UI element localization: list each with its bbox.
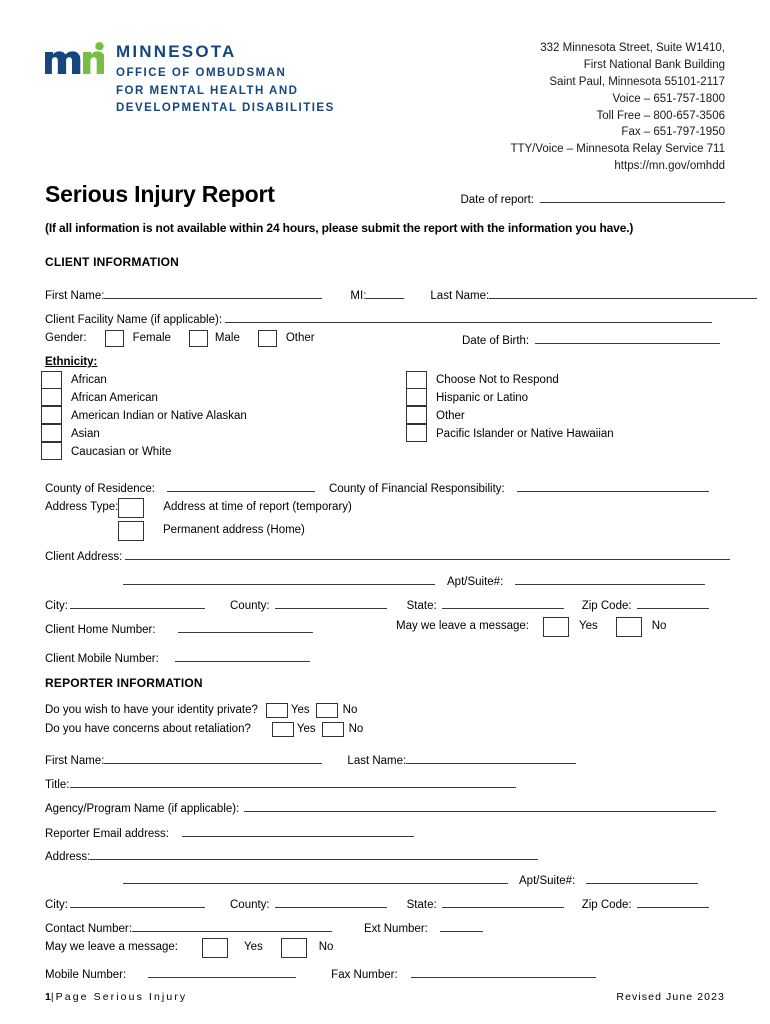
reporter-address-row (45, 849, 538, 864)
phone-fax: Fax – 651-797-1950 (621, 126, 725, 139)
address-type-label: Address Type: (45, 501, 119, 514)
reporter-city-label: City: (45, 899, 68, 911)
client-home-number-input[interactable] (178, 622, 313, 633)
client-address-line2-row (123, 574, 705, 589)
client-first-name-label: First Name: (45, 290, 105, 302)
client-facility-input[interactable] (225, 312, 712, 323)
phone-toll-free: Toll Free – 800-657-3506 (596, 109, 725, 122)
reporter-leave-message-checkbox-no[interactable] (281, 938, 307, 958)
gender-checkbox-female[interactable] (105, 330, 124, 347)
client-city-state-row (45, 598, 709, 613)
address-type-row-2 (118, 521, 305, 541)
client-apt-suite-label: Apt/Suite#: (447, 576, 504, 588)
reporter-email-label: Reporter Email address: (45, 828, 169, 840)
client-city-input[interactable] (70, 598, 205, 609)
reporter-ext-number-label: Ext Number: (363, 923, 428, 935)
agency-logo-text (116, 43, 335, 118)
footer-left (45, 991, 187, 1003)
address-type-checkbox-permanent[interactable] (118, 521, 144, 541)
client-leave-message-yes-label: Yes (578, 620, 598, 633)
client-mi-label: MI: (350, 290, 367, 302)
ethnicity-label: Ethnicity: (45, 356, 98, 368)
reporter-agency-label: Agency/Program Name (if applicable): (45, 803, 240, 815)
ethnicity-checkbox-african-american[interactable] (41, 388, 62, 406)
reporter-title-label: Title: (45, 779, 70, 791)
client-county-label: County: (230, 600, 270, 612)
client-first-name-input[interactable] (104, 288, 322, 299)
client-leave-message-row (396, 617, 666, 637)
dob-input[interactable] (535, 333, 720, 344)
reporter-zip-input[interactable] (637, 897, 709, 908)
client-address-input[interactable] (125, 549, 730, 560)
client-facility-label: Client Facility Name (if applicable): (45, 314, 223, 326)
reporter-fax-number-input[interactable] (411, 967, 596, 978)
reporter-county-label: County: (230, 899, 270, 911)
client-state-label: State: (406, 600, 437, 612)
county-of-residence-label: County of Residence: (45, 483, 155, 495)
gender-label: Gender: (45, 331, 87, 344)
gender-checkbox-male[interactable] (189, 330, 208, 347)
ethnicity-label-choose-not-to-respond: Choose Not to Respond (436, 374, 559, 386)
reporter-zip-label: Zip Code: (581, 899, 632, 911)
address-type-label-permanent: Permanent address (Home) (163, 524, 305, 537)
page-header (0, 0, 770, 175)
ethnicity-label-row (45, 357, 97, 369)
reporter-last-name-label: Last Name: (347, 755, 407, 767)
reporter-fax-number-label: Fax Number: (331, 969, 398, 981)
gender-option-female-label: Female (132, 331, 171, 344)
reporter-leave-message-checkbox-yes[interactable] (202, 938, 228, 958)
dob-label: Date of Birth: (462, 335, 530, 347)
reporter-title-input[interactable] (70, 777, 516, 788)
reporter-state-input[interactable] (442, 897, 564, 908)
address-line-1: 332 Minnesota Street, Suite W1410, (540, 42, 725, 54)
reporter-address-input[interactable] (90, 849, 538, 860)
ethnicity-checkbox-hispanic-or-latino[interactable] (406, 388, 427, 406)
client-mobile-number-row (45, 651, 310, 666)
client-zip-label: Zip Code: (581, 600, 632, 612)
tty-relay-service: TTY/Voice – Minnesota Relay Service 711 (510, 143, 725, 156)
ethnicity-label-american-indian: American Indian or Native Alaskan (71, 410, 247, 422)
reporter-contact-number-label: Contact Number: (45, 923, 132, 935)
ethnicity-checkbox-other[interactable] (406, 406, 427, 424)
ethnicity-option-african[interactable] (41, 371, 247, 389)
reporter-leave-message-row (45, 938, 333, 958)
form-instructions: (If all information is not available within 24 hours, please submit the report with the information you have.) (45, 221, 634, 235)
mn-logo-icon (44, 42, 104, 76)
retaliation-concerns-label: Do you have concerns about retaliation? (45, 722, 251, 735)
client-leave-message-no-label: No (651, 620, 667, 633)
ethnicity-checkbox-pacific-islander[interactable] (406, 424, 427, 442)
address-line-2: First National Bank Building (583, 58, 725, 71)
retaliation-yes-label: Yes (296, 722, 316, 735)
ethnicity-checkbox-african[interactable] (41, 371, 62, 389)
gender-option-male-label: Male (214, 331, 240, 344)
reporter-email-input[interactable] (182, 826, 414, 837)
client-gender-row (45, 330, 315, 347)
ethnicity-right-column (406, 371, 614, 443)
date-of-report-input[interactable] (540, 192, 725, 203)
client-city-label: City: (45, 600, 68, 612)
date-of-report-field (460, 192, 725, 206)
client-information-heading: CLIENT INFORMATION (45, 255, 180, 269)
reporter-leave-message-label: May we leave a message: (45, 941, 178, 954)
client-last-name-label: Last Name: (430, 290, 490, 302)
reporter-ext-number-input[interactable] (440, 921, 483, 932)
ethnicity-label-asian: Asian (71, 428, 100, 440)
ethnicity-option-choose-not-to-respond[interactable] (406, 371, 614, 389)
ethnicity-option-caucasian[interactable] (41, 443, 247, 461)
website-url: https://mn.gov/omhdd (614, 160, 725, 173)
title-row (45, 181, 725, 211)
reporter-contact-number-row (45, 921, 483, 936)
client-name-row (45, 288, 757, 303)
ethnicity-label-other: Other (436, 410, 465, 422)
ethnicity-checkbox-caucasian[interactable] (41, 442, 62, 460)
client-mi-input[interactable] (366, 288, 404, 299)
reporter-mobile-fax-row (45, 967, 596, 982)
client-mobile-number-label: Client Mobile Number: (45, 653, 159, 665)
footer-revision-date: Revised June 2023 (616, 991, 725, 1003)
reporter-city-state-row (45, 897, 709, 912)
client-mobile-number-input[interactable] (175, 651, 310, 662)
identity-private-label: Do you wish to have your identity private? (45, 703, 258, 716)
client-county-input[interactable] (275, 598, 387, 609)
identity-private-yes-label: Yes (290, 703, 310, 716)
ethnicity-option-american-indian[interactable] (41, 407, 247, 425)
client-address-row (45, 549, 730, 564)
reporter-address-label: Address: (45, 851, 91, 863)
ethnicity-option-african-american[interactable] (41, 389, 247, 407)
ethnicity-option-hispanic-or-latino[interactable] (406, 389, 614, 407)
reporter-address-line2-row (123, 873, 698, 888)
ethnicity-checkbox-asian[interactable] (41, 424, 62, 442)
logo-line-2: FOR MENTAL HEALTH AND (116, 84, 299, 97)
address-type-row-1 (45, 498, 352, 518)
gender-checkbox-other[interactable] (258, 330, 277, 347)
identity-private-no-label: No (342, 703, 358, 716)
reporter-apt-suite-input[interactable] (586, 873, 698, 884)
client-address-line2-input[interactable] (123, 574, 435, 585)
ethnicity-label-african-american: African American (71, 392, 158, 404)
ethnicity-label-caucasian: Caucasian or White (71, 446, 172, 458)
ethnicity-option-pacific-islander[interactable] (406, 425, 614, 443)
reporter-first-name-input[interactable] (104, 753, 322, 764)
client-home-number-row (45, 622, 313, 637)
identity-private-checkbox-no[interactable] (316, 703, 338, 718)
ethnicity-option-asian[interactable] (41, 425, 247, 443)
reporter-apt-suite-label: Apt/Suite#: (519, 875, 576, 887)
reporter-last-name-input[interactable] (406, 753, 576, 764)
reporter-state-label: State: (406, 899, 437, 911)
ethnicity-label-african: African (71, 374, 107, 386)
reporter-leave-message-yes-label: Yes (243, 941, 263, 954)
phone-voice: Voice – 651-757-1800 (612, 92, 725, 105)
client-zip-input[interactable] (637, 598, 709, 609)
reporter-contact-number-input[interactable] (132, 921, 332, 932)
ethnicity-label-pacific-islander: Pacific Islander or Native Hawaiian (436, 428, 614, 440)
footer-doc-name: Page Serious Injury (55, 991, 188, 1003)
client-leave-message-checkbox-yes[interactable] (543, 617, 569, 637)
ethnicity-checkbox-american-indian[interactable] (41, 406, 62, 424)
reporter-county-input[interactable] (275, 897, 387, 908)
client-apt-suite-input[interactable] (515, 574, 705, 585)
ethnicity-left-column (41, 371, 247, 461)
client-dob-row (462, 333, 720, 348)
ethnicity-label-hispanic-or-latino: Hispanic or Latino (436, 392, 529, 404)
client-last-name-input[interactable] (489, 288, 757, 299)
reporter-title-row (45, 777, 516, 792)
reporter-leave-message-no-label: No (318, 941, 334, 954)
reporter-email-row (45, 826, 414, 841)
logo-line-1: OFFICE OF OMBUDSMAN (116, 66, 287, 79)
address-line-3: Saint Paul, Minnesota 55101-2117 (549, 75, 725, 88)
address-type-label-temporary: Address at time of report (temporary) (163, 501, 352, 514)
client-facility-row (45, 312, 712, 327)
ethnicity-option-other[interactable] (406, 407, 614, 425)
client-home-number-label: Client Home Number: (45, 624, 156, 636)
reporter-agency-input[interactable] (244, 801, 716, 812)
date-of-report-label: Date of report: (460, 194, 534, 206)
ethnicity-checkbox-choose-not-to-respond[interactable] (406, 371, 427, 389)
county-of-residence-input[interactable] (167, 481, 315, 492)
client-leave-message-label: May we leave a message: (396, 620, 529, 633)
footer-separator: | (50, 991, 56, 1003)
client-address-label: Client Address: (45, 551, 123, 563)
identity-private-checkbox-yes[interactable] (266, 703, 288, 718)
county-of-financial-responsibility-input[interactable] (517, 481, 709, 492)
reporter-city-input[interactable] (70, 897, 205, 908)
agency-logo (44, 42, 335, 118)
identity-private-row (45, 703, 357, 718)
gender-option-other-label: Other (285, 331, 315, 344)
reporter-mobile-number-label: Mobile Number: (45, 969, 127, 981)
reporter-name-row (45, 753, 576, 768)
retaliation-checkbox-yes[interactable] (272, 722, 294, 737)
logo-line-3: DEVELOPMENTAL DISABILITIES (116, 102, 335, 115)
reporter-first-name-label: First Name: (45, 755, 105, 767)
address-type-checkbox-temporary[interactable] (118, 498, 144, 518)
retaliation-no-label: No (348, 722, 364, 735)
county-of-financial-responsibility-label: County of Financial Responsibility: (328, 483, 505, 495)
agency-address-block (510, 40, 725, 175)
client-state-input[interactable] (442, 598, 564, 609)
reporter-mobile-number-input[interactable] (148, 967, 296, 978)
reporter-information-heading: REPORTER INFORMATION (45, 676, 203, 690)
logo-state-name: MINNESOTA (116, 42, 237, 61)
reporter-address-line2-input[interactable] (123, 873, 508, 884)
retaliation-concerns-row (45, 722, 363, 737)
retaliation-checkbox-no[interactable] (322, 722, 344, 737)
footer-page-number: 1 (45, 991, 51, 1003)
reporter-agency-row (45, 801, 716, 816)
page-title: Serious Injury Report (45, 181, 275, 207)
county-row (45, 481, 709, 496)
client-leave-message-checkbox-no[interactable] (616, 617, 642, 637)
